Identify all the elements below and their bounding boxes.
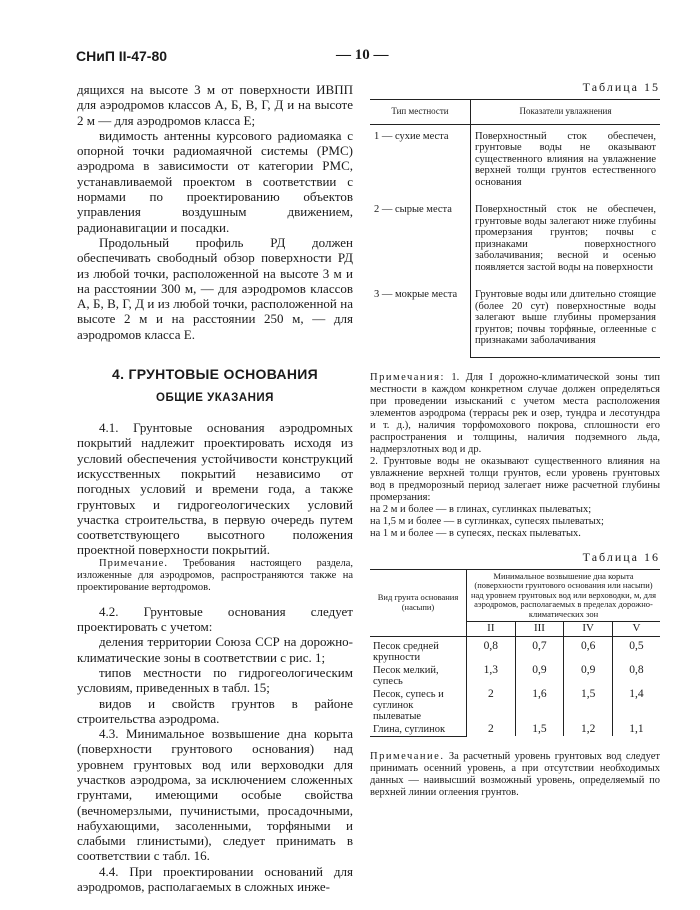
clause-4-2-item-a: деления территории Союза ССР на дорожно-климатические зоны в соответствии с рис. 1; bbox=[77, 634, 353, 665]
note-text: Требования настоящего раздела, изложенные для аэродромов, распространяются также на проектирование вертодромов. bbox=[77, 557, 353, 593]
note-2-item-b: на 1,5 м и более — в суглинках, супесях пылеватых; bbox=[370, 515, 604, 527]
table16-zone-header: IV bbox=[564, 622, 613, 637]
table16-header-elevation: Минимальное возвышение дна корыта (поверхности грунтового основания или насыпи) над уровнем грунтовых вод или верховодки, м, для аэродромов, располагаемых в пределах дорожно-климатических зон bbox=[467, 569, 661, 622]
note-label: Примечание. bbox=[370, 750, 445, 762]
table16-cell-value: 2 bbox=[467, 723, 516, 737]
table15-notes bbox=[370, 372, 660, 456]
page-number: — 10 — bbox=[336, 47, 389, 63]
subsection-title: ОБЩИЕ УКАЗАНИЯ bbox=[156, 392, 274, 405]
table16-cell-value: 1,2 bbox=[564, 723, 613, 737]
table16-cell-value: 0,7 bbox=[515, 636, 564, 664]
table15-cell-type: 1 — сухие места bbox=[374, 130, 449, 142]
table16-cell-value: 1,5 bbox=[515, 723, 564, 737]
table16-zone-header: V bbox=[612, 622, 660, 637]
table15-cell-desc: Грунтовые воды или длительно стоящие (более 20 сут) поверхностные воды залегают выше глубины промерзания грунтов; почвы торфяные, оглеенные с признаками заболачивания bbox=[471, 283, 661, 357]
notes-label: Примечания: bbox=[370, 371, 445, 383]
table16-zone-header: II bbox=[467, 622, 516, 637]
table-row bbox=[370, 636, 660, 664]
table16-cell-soil: Песок средней крупности bbox=[373, 640, 439, 663]
table-row bbox=[370, 283, 660, 357]
table16-cell-value: 1,3 bbox=[467, 664, 516, 688]
note-2: 2. Грунтовые воды не оказывают существенного влияния на увлажнение верхней толщи грунтов, если уровень грунтовых вод в предморозный период залегает ниже расчетной глубины промерзания: bbox=[370, 455, 660, 503]
table16-cell-value: 0,9 bbox=[515, 664, 564, 688]
table15-cell-desc: Поверхностный сток обеспечен, грунтовые воды не оказывают существенного влияния на увлажнение верхней толщи грунтов естественного основания bbox=[471, 124, 661, 198]
table-row bbox=[370, 664, 660, 688]
table16-cell-value: 1,6 bbox=[515, 688, 564, 723]
table15-header-type: Тип местности bbox=[370, 100, 471, 125]
table16-note bbox=[370, 751, 660, 799]
table16-cell-value: 1,1 bbox=[612, 723, 660, 737]
table15-cell-type: 2 — сырые места bbox=[374, 204, 452, 215]
table16-cell-soil: Песок, супесь и суглинок пылеватые bbox=[373, 688, 444, 722]
table16-cell-value: 0,8 bbox=[612, 664, 660, 688]
table16-header-soil: Вид грунта основания (насыпи) bbox=[370, 569, 467, 636]
table16 bbox=[370, 569, 660, 737]
table16-zone-header: III bbox=[515, 622, 564, 637]
table15-cell-type: 3 — мокрые места bbox=[374, 289, 458, 300]
paragraph-continuation: дящихся на высоте 3 м от поверхности ИВПП для аэродромов классов А, Б, В, Г, Д и на высоте 2 м — для аэродромов класса Е; bbox=[77, 82, 353, 128]
table16-cell-value: 1,4 bbox=[612, 688, 660, 723]
note-4-1 bbox=[77, 558, 353, 594]
note-text: За расчетный уровень грунтовых вод следует принимать осенний уровень, а при отсутствии необходимых данных — наивысший возможный уровень, определяемый по верхней линии оглеения грунтов. bbox=[370, 750, 660, 798]
table16-cell-value: 0,6 bbox=[564, 636, 613, 664]
note-2-item-a: на 2 м и более — в глинах, суглинках пылеватых; bbox=[370, 503, 592, 515]
paragraph-antenna-visibility: видимость антенны курсового радиомаяка с опорной точки радиомаячной системы (РМС) аэродрома в зависимости от категории РМС, устанавливаемой проектом в соответствии с нормами по проектированию объектов управления воздушным движением, радионавигации и посадки. bbox=[77, 127, 353, 235]
clause-4-1: 4.1. Грунтовые основания аэродромных покрытий надлежит проектировать исходя из условий обеспечения устойчивости конструкций искусственных покрытий независимо от погодных условий и времени года, а также грунтовых и гидрогеологических условий участка строительства, в первую очередь путем соответствующего высотного положения проектной поверхности покрытий. bbox=[77, 420, 353, 558]
document-code: СНиП II-47-80 bbox=[76, 48, 168, 64]
table16-cell-value: 0,8 bbox=[467, 636, 516, 664]
table15-cell-desc: Поверхностный сток не обеспечен, грунтовые воды залегают ниже глубины промерзания грунтов; почвы с признаками поверхностного заболачивания; весной и осенью появляется застой воды на поверхности bbox=[471, 198, 661, 283]
table-row bbox=[370, 198, 660, 283]
section-title: 4. ГРУНТОВЫЕ ОСНОВАНИЯ bbox=[112, 366, 318, 383]
table15-caption: Таблица 15 bbox=[582, 80, 660, 94]
table15 bbox=[370, 99, 660, 358]
table16-cell-value: 0,9 bbox=[564, 664, 613, 688]
paragraph-longitudinal-profile: Продольный профиль РД должен обеспечивать свободный обзор поверхности РД из любой точки, расположенной на высоте 3 м и на расстоянии 300 м, — для аэродромов классов А, Б, В, Г, Д и из любой точки, расположенной на высоте 2 м и на расстоянии 250 м, — для аэродромов класса Е. bbox=[77, 234, 353, 342]
clause-4-2-item-c: видов и свойств грунтов в районе строительства аэродрома. bbox=[77, 695, 353, 726]
clause-4-4: 4.4. При проектировании оснований для аэродромов, располагаемых в сложных инже- bbox=[77, 863, 353, 895]
note-label: Примечание. bbox=[99, 557, 168, 569]
right-column bbox=[370, 80, 660, 799]
table16-caption: Таблица 16 bbox=[582, 549, 660, 564]
table16-cell-value: 2 bbox=[467, 688, 516, 723]
table-row bbox=[370, 688, 660, 723]
clause-4-2: 4.2. Грунтовые основания следует проектировать с учетом: bbox=[77, 603, 353, 635]
table16-cell-soil: Песок мелкий, супесь bbox=[373, 664, 439, 687]
table15-header-moisture: Показатели увлажнения bbox=[471, 100, 661, 125]
clause-4-2-item-b: типов местности по гидрогеологическим условиям, приведенных в табл. 15; bbox=[77, 664, 353, 696]
note-1: 1. Для I дорожно-климатической зоны тип местности в каждом конкретном случае должен определяться при проведении изысканий с учетом места расположения элементов аэродрома (террасы рек и озер, тундра и лесотундра и т. д.), наличия торфомохового покрова, сплошности его распространения и толщины, наличия подземного льда, надмерзлотных вод и др. bbox=[370, 371, 660, 455]
table16-cell-soil: Глина, суглинок bbox=[370, 723, 467, 737]
table-row bbox=[370, 723, 660, 737]
table-row bbox=[370, 124, 660, 198]
table16-cell-value: 1,5 bbox=[564, 688, 613, 723]
left-column bbox=[77, 82, 353, 894]
table16-cell-value: 0,5 bbox=[612, 636, 660, 664]
clause-4-3: 4.3. Минимальное возвышение дна корыта (поверхности грунтового основания) над уровнем грунтовых вод или верховодки для участков аэродрома, за исключением сложенных грунтами, имеющими особые свойства (вечномерзлыми, пучинистыми, просадочными, набухающими, засоленными, торфяными и слабыми глинистыми), следует принимать в соответствии с табл. 16. bbox=[77, 726, 353, 864]
note-2-item-c: на 1 м и более — в супесях, песках пылеватых. bbox=[370, 527, 581, 539]
